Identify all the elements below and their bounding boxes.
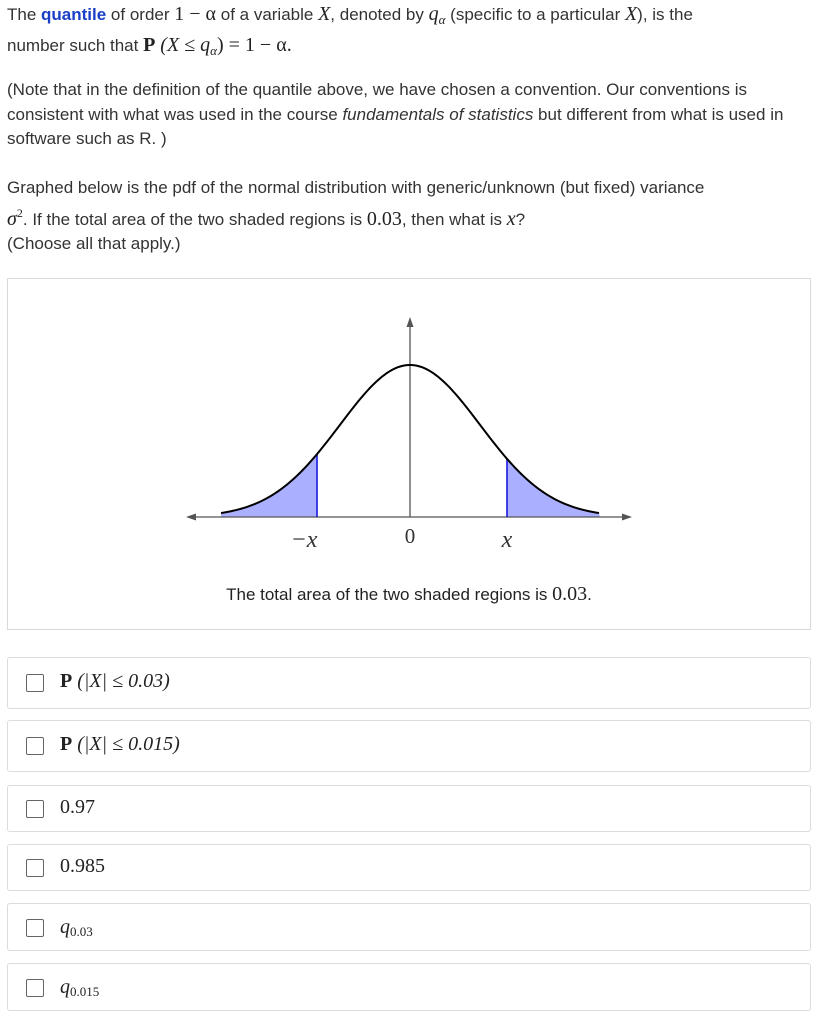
math-expr: (|X| ≤ 0.03) bbox=[72, 670, 170, 692]
math-prob: P bbox=[60, 670, 73, 692]
text: The bbox=[7, 5, 42, 24]
text: , denoted by bbox=[330, 5, 429, 24]
math-expr: (|X| ≤ 0.015) bbox=[72, 733, 180, 755]
choice-label bbox=[60, 976, 99, 1000]
shaded-region-right bbox=[507, 459, 600, 517]
course-name: fundamentals of statistics bbox=[342, 104, 534, 124]
math-sup: 2 bbox=[16, 205, 23, 220]
caption-end: . bbox=[587, 585, 592, 604]
normal-pdf-graph bbox=[8, 279, 810, 629]
figure-box bbox=[7, 278, 811, 630]
math-q: q bbox=[428, 3, 439, 25]
math-q: q bbox=[60, 916, 70, 938]
text: , then what is bbox=[401, 209, 507, 229]
choice-label: 0.97 bbox=[60, 796, 95, 818]
math-q: q bbox=[60, 976, 70, 998]
figure-caption bbox=[8, 583, 810, 606]
label-neg-x: −x bbox=[290, 527, 318, 553]
math-x-var: X bbox=[624, 3, 638, 25]
x-axis-arrow-left bbox=[186, 514, 196, 521]
math-q-sub: 0.03 bbox=[70, 924, 93, 939]
choice-option-1[interactable] bbox=[7, 657, 811, 709]
choice-label: 0.985 bbox=[60, 855, 105, 877]
choice-option-6[interactable] bbox=[7, 963, 811, 1011]
choice-option-4[interactable] bbox=[7, 844, 811, 891]
text: (specific to a particular bbox=[445, 5, 625, 24]
checkbox[interactable] bbox=[26, 859, 44, 877]
text: ), is the bbox=[637, 5, 693, 24]
math-q-sub: α bbox=[438, 12, 446, 27]
choice-option-5[interactable] bbox=[7, 903, 811, 951]
text: ? bbox=[515, 209, 526, 229]
quantile-keyword: quantile bbox=[41, 5, 107, 24]
math-area: 0.03 bbox=[366, 207, 402, 230]
checkbox[interactable] bbox=[26, 737, 44, 755]
text: (Note that in the definition of the quantile above, we have chosen a convention. Our conventions is consistent with what was used in the course bbox=[7, 80, 747, 124]
choice-option-2[interactable] bbox=[7, 720, 811, 772]
text: . bbox=[286, 33, 292, 56]
x-axis-arrow-right bbox=[622, 514, 632, 521]
math-order: 1 − α bbox=[174, 3, 217, 25]
math-prob: P bbox=[143, 33, 156, 56]
choice-label bbox=[60, 916, 93, 940]
text: Graphed below is the pdf of the normal distribution with generic/unknown (but fixed) variance bbox=[7, 178, 705, 197]
label-x: x bbox=[501, 527, 513, 553]
caption-value: 0.03 bbox=[552, 583, 588, 605]
choose-instruction: (Choose all that apply.) bbox=[7, 234, 181, 253]
math-x-var: X bbox=[318, 3, 331, 25]
text: number such that bbox=[7, 35, 144, 55]
math-prob: P bbox=[60, 733, 73, 755]
text: of order bbox=[106, 5, 175, 24]
caption-text: The total area of the two shaded regions is bbox=[226, 585, 553, 604]
quantile-definition bbox=[7, 2, 822, 63]
math-sigma: σ bbox=[7, 207, 17, 230]
checkbox[interactable] bbox=[26, 674, 44, 692]
math-ineq-end: ) = 1 − α bbox=[216, 33, 287, 56]
checkbox[interactable] bbox=[26, 800, 44, 818]
y-axis-arrow bbox=[407, 317, 414, 327]
text: but different from what is used in software such as R. ) bbox=[7, 104, 784, 148]
question-text bbox=[7, 176, 822, 257]
math-ineq: (X ≤ q bbox=[155, 33, 211, 56]
shaded-region-left bbox=[221, 454, 317, 517]
text: . If the total area of the two shaded regions is bbox=[22, 209, 367, 229]
checkbox[interactable] bbox=[26, 919, 44, 937]
choice-label bbox=[60, 733, 180, 756]
choice-label bbox=[60, 670, 170, 693]
math-q-sub: 0.015 bbox=[70, 984, 100, 999]
text: of a variable bbox=[216, 5, 319, 24]
math-ineq-sub: α bbox=[210, 42, 217, 58]
checkbox[interactable] bbox=[26, 979, 44, 997]
convention-note bbox=[7, 78, 822, 152]
label-zero: 0 bbox=[404, 524, 416, 548]
choice-option-3[interactable] bbox=[7, 785, 811, 832]
math-x: x bbox=[506, 207, 516, 230]
